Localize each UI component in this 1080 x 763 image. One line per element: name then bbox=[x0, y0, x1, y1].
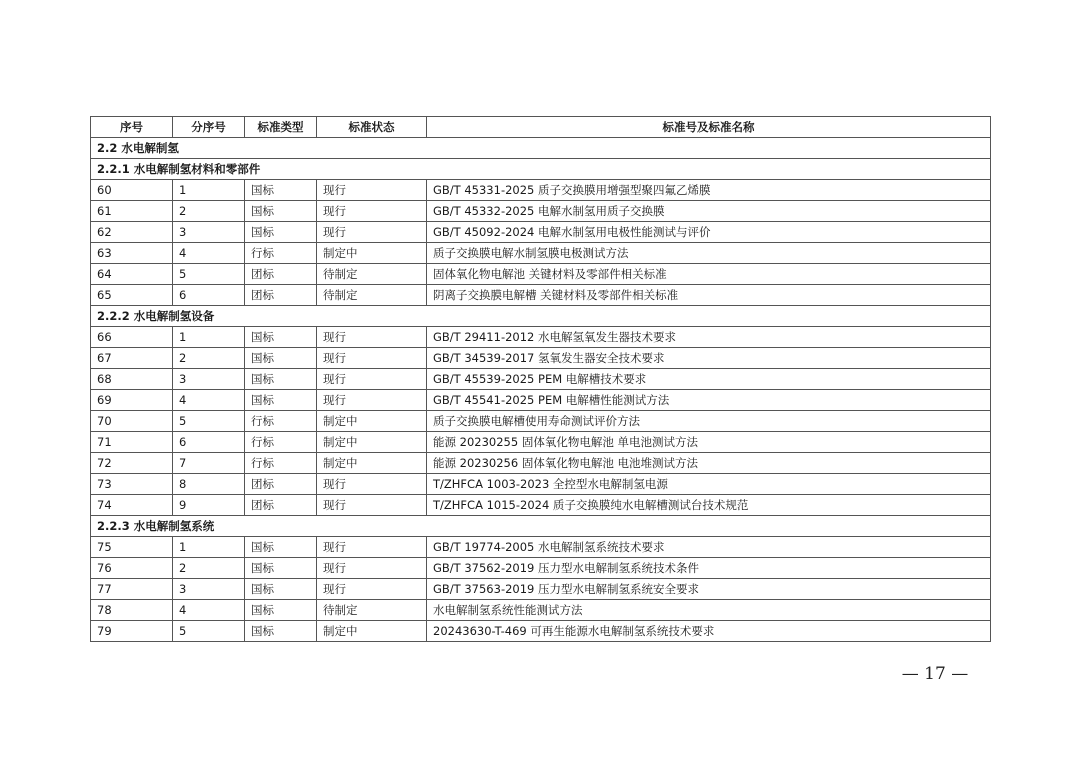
cell-standard-status: 现行 bbox=[317, 222, 427, 243]
cell-standard-name: 质子交换膜电解水制氢膜电极测试方法 bbox=[427, 243, 991, 264]
header-standard-type: 标准类型 bbox=[245, 117, 317, 138]
cell-standard-name: T/ZHFCA 1015-2024 质子交换膜纯水电解槽测试台技术规范 bbox=[427, 495, 991, 516]
cell-sub-index: 9 bbox=[173, 495, 245, 516]
cell-standard-name: GB/T 34539-2017 氢氧发生器安全技术要求 bbox=[427, 348, 991, 369]
cell-standard-name: GB/T 37563-2019 压力型水电解制氢系统安全要求 bbox=[427, 579, 991, 600]
cell-standard-status: 现行 bbox=[317, 201, 427, 222]
page-number: — 17 — bbox=[901, 664, 969, 684]
cell-sub-index: 5 bbox=[173, 264, 245, 285]
cell-standard-status: 待制定 bbox=[317, 600, 427, 621]
cell-standard-name: GB/T 45539-2025 PEM 电解槽技术要求 bbox=[427, 369, 991, 390]
table-row bbox=[91, 411, 991, 432]
cell-standard-name: 水电解制氢系统性能测试方法 bbox=[427, 600, 991, 621]
cell-standard-status: 待制定 bbox=[317, 285, 427, 306]
cell-standard-type: 国标 bbox=[245, 579, 317, 600]
cell-standard-type: 国标 bbox=[245, 621, 317, 642]
cell-index: 69 bbox=[91, 390, 173, 411]
cell-index: 72 bbox=[91, 453, 173, 474]
cell-standard-status: 制定中 bbox=[317, 432, 427, 453]
table-row bbox=[91, 243, 991, 264]
cell-sub-index: 5 bbox=[173, 621, 245, 642]
cell-standard-type: 国标 bbox=[245, 348, 317, 369]
header-standard-name: 标准号及标准名称 bbox=[427, 117, 991, 138]
cell-index: 60 bbox=[91, 180, 173, 201]
cell-standard-type: 行标 bbox=[245, 432, 317, 453]
cell-index: 70 bbox=[91, 411, 173, 432]
table-row bbox=[91, 369, 991, 390]
standards-table bbox=[90, 116, 991, 642]
cell-index: 76 bbox=[91, 558, 173, 579]
header-row bbox=[91, 117, 991, 138]
cell-sub-index: 3 bbox=[173, 222, 245, 243]
cell-standard-status: 待制定 bbox=[317, 264, 427, 285]
table-row bbox=[91, 201, 991, 222]
cell-standard-name: 20243630-T-469 可再生能源水电解制氢系统技术要求 bbox=[427, 621, 991, 642]
table-row bbox=[91, 285, 991, 306]
cell-standard-status: 现行 bbox=[317, 537, 427, 558]
table-row bbox=[91, 495, 991, 516]
cell-standard-type: 团标 bbox=[245, 285, 317, 306]
cell-standard-status: 制定中 bbox=[317, 621, 427, 642]
cell-sub-index: 1 bbox=[173, 537, 245, 558]
cell-sub-index: 1 bbox=[173, 327, 245, 348]
cell-standard-name: GB/T 45092-2024 电解水制氢用电极性能测试与评价 bbox=[427, 222, 991, 243]
table-row bbox=[91, 474, 991, 495]
cell-standard-status: 制定中 bbox=[317, 453, 427, 474]
subsection-title: 2.2.3 水电解制氢系统 bbox=[91, 516, 991, 537]
cell-standard-type: 国标 bbox=[245, 201, 317, 222]
cell-sub-index: 8 bbox=[173, 474, 245, 495]
subsection-row bbox=[91, 516, 991, 537]
cell-standard-type: 行标 bbox=[245, 411, 317, 432]
cell-standard-type: 国标 bbox=[245, 600, 317, 621]
cell-sub-index: 4 bbox=[173, 600, 245, 621]
table-row bbox=[91, 390, 991, 411]
cell-standard-name: GB/T 37562-2019 压力型水电解制氢系统技术条件 bbox=[427, 558, 991, 579]
cell-sub-index: 6 bbox=[173, 432, 245, 453]
cell-index: 67 bbox=[91, 348, 173, 369]
cell-sub-index: 3 bbox=[173, 369, 245, 390]
table-row bbox=[91, 264, 991, 285]
cell-standard-name: 能源 20230255 固体氧化物电解池 单电池测试方法 bbox=[427, 432, 991, 453]
cell-index: 79 bbox=[91, 621, 173, 642]
cell-index: 78 bbox=[91, 600, 173, 621]
cell-standard-name: GB/T 45332-2025 电解水制氢用质子交换膜 bbox=[427, 201, 991, 222]
subsection-title: 2.2.2 水电解制氢设备 bbox=[91, 306, 991, 327]
cell-sub-index: 1 bbox=[173, 180, 245, 201]
cell-standard-status: 现行 bbox=[317, 369, 427, 390]
cell-sub-index: 4 bbox=[173, 390, 245, 411]
header-standard-status: 标准状态 bbox=[317, 117, 427, 138]
section-title-row bbox=[91, 138, 991, 159]
table-row bbox=[91, 180, 991, 201]
cell-standard-type: 国标 bbox=[245, 390, 317, 411]
cell-standard-name: GB/T 29411-2012 水电解氢氧发生器技术要求 bbox=[427, 327, 991, 348]
cell-index: 62 bbox=[91, 222, 173, 243]
cell-standard-name: 质子交换膜电解槽使用寿命测试评价方法 bbox=[427, 411, 991, 432]
cell-index: 63 bbox=[91, 243, 173, 264]
subsection-row bbox=[91, 306, 991, 327]
table-row bbox=[91, 621, 991, 642]
table-body bbox=[91, 138, 991, 642]
table-row bbox=[91, 222, 991, 243]
cell-standard-type: 国标 bbox=[245, 558, 317, 579]
table-row bbox=[91, 453, 991, 474]
cell-index: 77 bbox=[91, 579, 173, 600]
cell-standard-status: 现行 bbox=[317, 579, 427, 600]
cell-index: 68 bbox=[91, 369, 173, 390]
cell-index: 65 bbox=[91, 285, 173, 306]
cell-standard-name: GB/T 19774-2005 水电解制氢系统技术要求 bbox=[427, 537, 991, 558]
cell-standard-type: 行标 bbox=[245, 453, 317, 474]
section-title: 2.2 水电解制氢 bbox=[91, 138, 991, 159]
cell-standard-type: 国标 bbox=[245, 537, 317, 558]
cell-standard-name: 固体氧化物电解池 关键材料及零部件相关标准 bbox=[427, 264, 991, 285]
cell-standard-name: 阴离子交换膜电解槽 关键材料及零部件相关标准 bbox=[427, 285, 991, 306]
cell-standard-type: 行标 bbox=[245, 243, 317, 264]
cell-standard-status: 现行 bbox=[317, 390, 427, 411]
cell-standard-status: 现行 bbox=[317, 348, 427, 369]
cell-index: 75 bbox=[91, 537, 173, 558]
cell-standard-status: 现行 bbox=[317, 180, 427, 201]
cell-standard-name: GB/T 45331-2025 质子交换膜用增强型聚四氟乙烯膜 bbox=[427, 180, 991, 201]
cell-standard-status: 制定中 bbox=[317, 411, 427, 432]
table-row bbox=[91, 600, 991, 621]
table-row bbox=[91, 327, 991, 348]
cell-index: 61 bbox=[91, 201, 173, 222]
cell-sub-index: 2 bbox=[173, 558, 245, 579]
cell-standard-type: 国标 bbox=[245, 180, 317, 201]
header-index: 序号 bbox=[91, 117, 173, 138]
table-row bbox=[91, 579, 991, 600]
cell-standard-status: 制定中 bbox=[317, 243, 427, 264]
table-row bbox=[91, 348, 991, 369]
subsection-title: 2.2.1 水电解制氢材料和零部件 bbox=[91, 159, 991, 180]
cell-standard-name: GB/T 45541-2025 PEM 电解槽性能测试方法 bbox=[427, 390, 991, 411]
cell-standard-type: 国标 bbox=[245, 222, 317, 243]
cell-standard-type: 团标 bbox=[245, 474, 317, 495]
cell-index: 64 bbox=[91, 264, 173, 285]
cell-standard-status: 现行 bbox=[317, 495, 427, 516]
cell-standard-status: 现行 bbox=[317, 558, 427, 579]
cell-standard-type: 国标 bbox=[245, 327, 317, 348]
cell-index: 66 bbox=[91, 327, 173, 348]
cell-standard-type: 团标 bbox=[245, 495, 317, 516]
cell-standard-status: 现行 bbox=[317, 474, 427, 495]
table-row bbox=[91, 558, 991, 579]
cell-index: 73 bbox=[91, 474, 173, 495]
cell-sub-index: 6 bbox=[173, 285, 245, 306]
cell-sub-index: 4 bbox=[173, 243, 245, 264]
cell-sub-index: 3 bbox=[173, 579, 245, 600]
cell-standard-type: 团标 bbox=[245, 264, 317, 285]
cell-sub-index: 7 bbox=[173, 453, 245, 474]
subsection-row bbox=[91, 159, 991, 180]
table-row bbox=[91, 432, 991, 453]
cell-index: 74 bbox=[91, 495, 173, 516]
table-row bbox=[91, 537, 991, 558]
cell-sub-index: 2 bbox=[173, 201, 245, 222]
cell-index: 71 bbox=[91, 432, 173, 453]
standards-table-container bbox=[90, 116, 990, 642]
cell-standard-status: 现行 bbox=[317, 327, 427, 348]
cell-sub-index: 5 bbox=[173, 411, 245, 432]
cell-standard-name: T/ZHFCA 1003-2023 全控型水电解制氢电源 bbox=[427, 474, 991, 495]
cell-standard-name: 能源 20230256 固体氧化物电解池 电池堆测试方法 bbox=[427, 453, 991, 474]
header-sub-index: 分序号 bbox=[173, 117, 245, 138]
cell-standard-type: 国标 bbox=[245, 369, 317, 390]
cell-sub-index: 2 bbox=[173, 348, 245, 369]
